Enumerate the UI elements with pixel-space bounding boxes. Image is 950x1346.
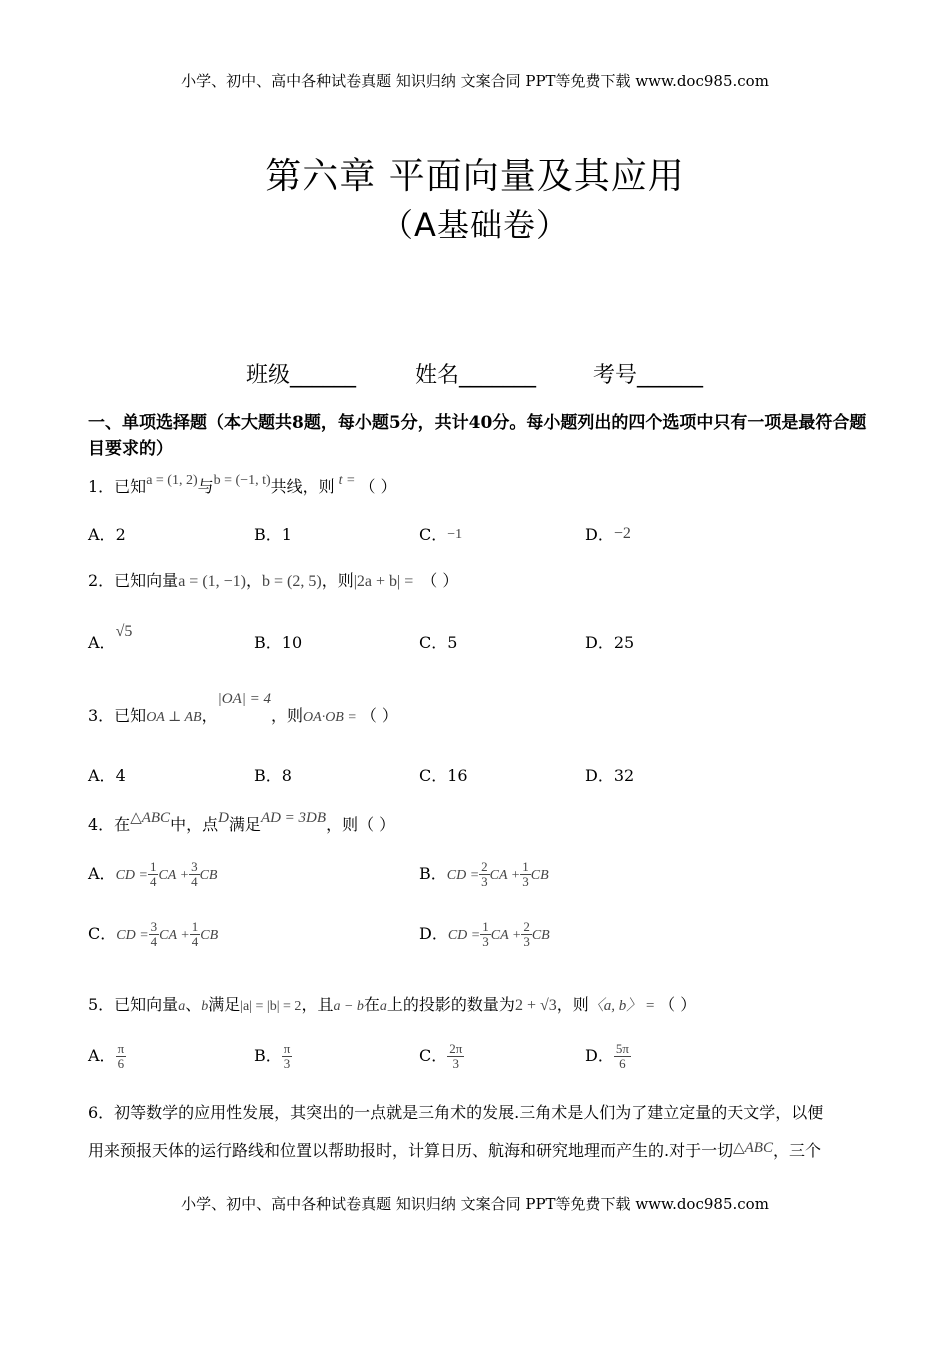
- q4-option-b: B．CD = $\frac{2}{3}$ CA + $\frac{1}{3}$ CB: [419, 859, 549, 889]
- question-6-line-1: 6．初等数学的应用性发展，其突出的一点就是三角术的发展.三角术是人们为了建立定量的天文学，以便: [88, 1103, 824, 1122]
- q1-option-d: D．−2: [585, 525, 631, 544]
- page-header: 小学、初中、高中各种试卷真题 知识归纳 文案合同 PPT等免费下载 www.doc985.com: [181, 72, 769, 90]
- q1-option-a: A．2: [88, 525, 126, 544]
- q5-option-b: B． $\frac{\pi}{3}$: [254, 1041, 291, 1071]
- q2-prefix: 2．已知向量: [88, 571, 179, 590]
- q5-angle: 〈a, b〉 =: [588, 998, 656, 1014]
- q3-length: |OA| = 4: [217, 691, 272, 707]
- q2-sep: ，: [246, 571, 263, 590]
- q2-option-a: A．√5: [88, 623, 133, 652]
- q6-line2-tail: ，三个: [772, 1141, 821, 1160]
- q5-condition: |a| = |b| = 2: [240, 999, 302, 1014]
- q6-line2-text: 用来预报天体的运行路线和位置以帮助报时，计算日历、航海和研究地理而产生的.对于一切: [88, 1141, 734, 1160]
- page-title: 第六章 平面向量及其应用: [265, 156, 685, 197]
- q3-prefix: 3．已知: [88, 706, 147, 725]
- q2-option-d: D．25: [585, 633, 635, 652]
- q3-option-a: A．4: [88, 766, 126, 785]
- q5-mid: 满足: [208, 995, 241, 1014]
- q5-mid4: 上的投影的数量为: [386, 995, 515, 1014]
- q1-mid: 与: [197, 477, 214, 496]
- q3-dot: OA·OB =: [303, 710, 357, 725]
- q5-projection: 2 + √3: [514, 997, 557, 1014]
- q1-t: t =: [338, 473, 356, 488]
- q5-a: a: [178, 999, 186, 1014]
- q2-expr: |2a + b| =: [353, 573, 414, 590]
- q5-paren: （ ）: [659, 995, 697, 1014]
- q4-point: D: [218, 810, 229, 826]
- q5-prefix: 5．已知向量: [88, 995, 179, 1014]
- q4-condition: AD = 3DB: [260, 810, 327, 826]
- question-4: [88, 812, 395, 835]
- q5-mid3: 在: [363, 995, 380, 1014]
- q1-option-b: B．1: [254, 525, 292, 544]
- q2-paren: （ ）: [421, 571, 459, 590]
- q5-sep: 、: [185, 995, 202, 1014]
- question-6-line-2: [88, 1138, 821, 1161]
- q5-b: b: [201, 999, 209, 1014]
- page-subtitle: （A基础卷）: [381, 206, 569, 244]
- question-2: [88, 568, 458, 591]
- q4-mid: 中，点: [170, 815, 219, 834]
- question-5: [88, 992, 696, 1015]
- q5-option-c: C． $\frac{2\pi}{3}$: [419, 1041, 463, 1071]
- q5-option-a: A． $\frac{\pi}{6}$: [88, 1041, 125, 1071]
- q1-vector-a: a = (1, 2): [146, 473, 198, 488]
- q1-paren: （ ）: [359, 477, 397, 496]
- question-3: [88, 691, 398, 726]
- q4-option-a: A．CD = $\frac{1}{4}$ CA + $\frac{3}{4}$ CB: [88, 859, 218, 889]
- q3-perp: OA ⊥ AB: [146, 710, 202, 725]
- q3-sep: ，: [201, 706, 218, 725]
- q2-vector-b: b = (2, 5): [262, 573, 322, 590]
- q5-option-d: D． $\frac{5\pi}{6}$: [585, 1041, 629, 1071]
- question-1: [88, 474, 397, 497]
- q5-tail: ，则: [556, 995, 589, 1014]
- q3-option-b: B．8: [254, 766, 292, 785]
- q6-triangle: △ABC: [733, 1140, 773, 1156]
- q4-option-d: D．CD = $\frac{1}{3}$ CA + $\frac{2}{3}$ CB: [419, 919, 550, 949]
- q3-option-d: D．32: [585, 766, 635, 785]
- q1-vector-b: b = (−1, t): [213, 473, 271, 488]
- q3-tail: ，则: [271, 706, 304, 725]
- class-field: 班级______: [246, 363, 357, 388]
- q1-prefix: 1．已知: [88, 477, 147, 496]
- section-heading: 一、单项选择题（本大题共8题，每小题5分，共计40分。每小题列出的四个选项中只有一项是最符合题目要求的）: [88, 413, 867, 459]
- exam-id-field: 考号______: [593, 363, 704, 388]
- q4-tail: ，则（ ）: [326, 815, 396, 834]
- q4-prefix: 4．在: [88, 815, 131, 834]
- q5-diff: a − b: [333, 999, 364, 1014]
- q4-mid2: 满足: [228, 815, 261, 834]
- q3-paren: （ ）: [360, 706, 398, 725]
- q3-option-c: C．16: [419, 766, 468, 785]
- q2-option-b: B．10: [254, 633, 303, 652]
- q2-tail: ，则: [321, 571, 354, 590]
- q5-a2: a: [379, 999, 387, 1014]
- q1-tail: 共线，则: [270, 477, 335, 496]
- q4-option-c: C．CD = $\frac{3}{4}$ CA + $\frac{1}{4}$ CB: [88, 919, 219, 949]
- q4-triangle: △ABC: [130, 810, 171, 826]
- q2-option-c: C．5: [419, 633, 458, 652]
- page-footer: 小学、初中、高中各种试卷真题 知识归纳 文案合同 PPT等免费下载 www.doc985.com: [181, 1195, 769, 1213]
- name-field: 姓名_______: [415, 363, 537, 388]
- q5-mid2: ，且: [301, 995, 334, 1014]
- q2-vector-a: a = (1, −1): [178, 573, 246, 590]
- q1-option-c: C．−1: [419, 525, 463, 544]
